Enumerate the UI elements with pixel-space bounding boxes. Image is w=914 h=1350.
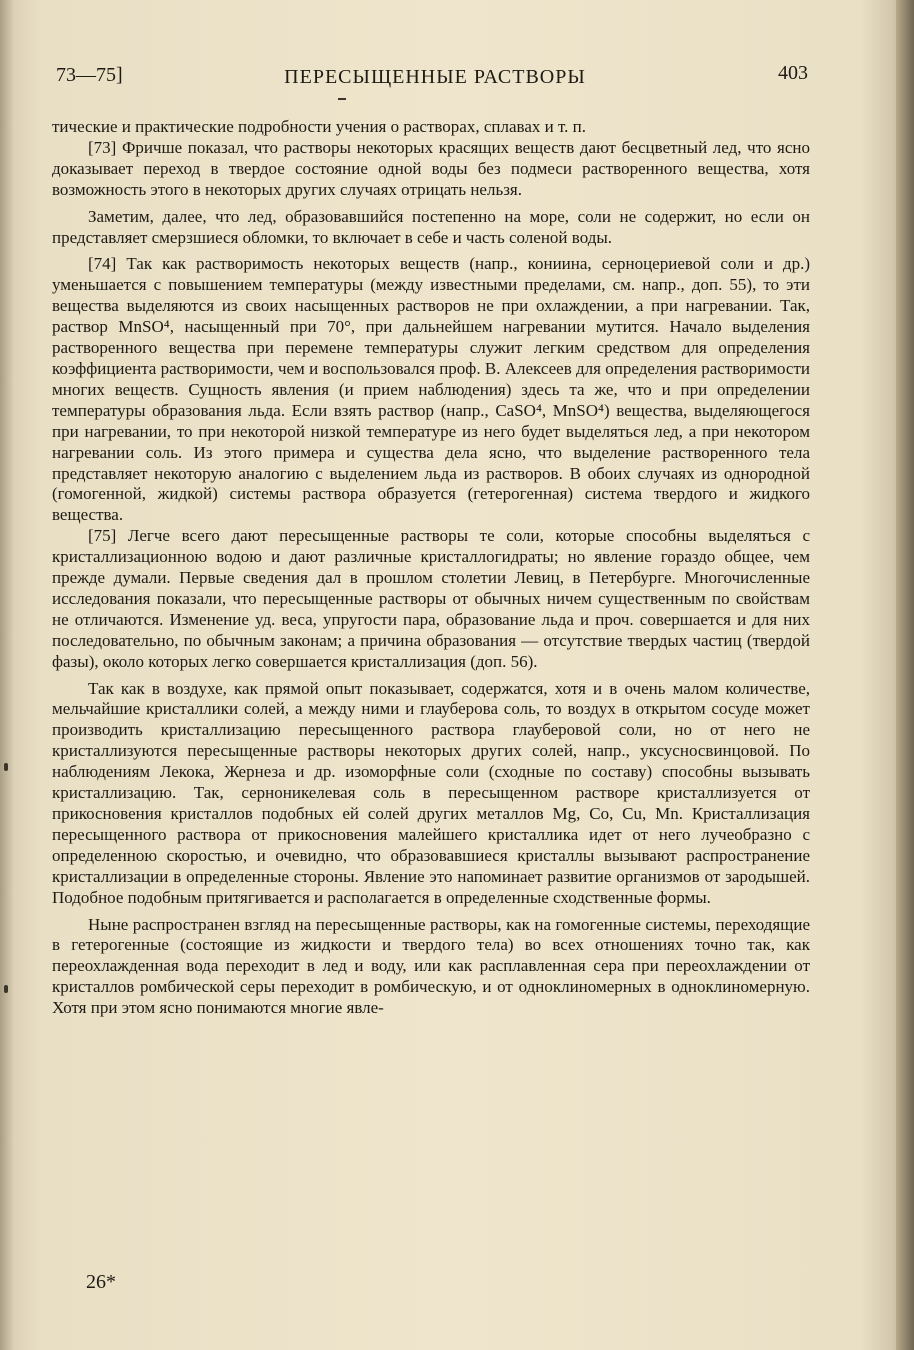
margin-mark [4, 763, 8, 771]
note-73-continued: Заметим, далее, что лед, образовавшийся постепенно на море, соли не содержит, но если он представляет смерзшиеся обломки, то включает в себе и часть соленой воды. [52, 206, 810, 247]
running-header [50, 58, 820, 98]
book-page [50, 58, 820, 1318]
note-75-air: Так как в воздухе, как прямой опыт показывает, содержатся, хотя и в очень малом количестве, мельчайшие кристаллики солей, а между ними и глауберова соль, то воздух в открытом сосуде может производить кристаллизацию пересыщенного раствора глауберовой соли, но от него не кристаллизуются пересыщенные растворы некоторых других солей, напр., уксусносвинцовой. По наблюдениям Лекока, Жернеза и др. изоморфные соли (сходные по составу) способны вызывать кристаллизацию. Так, серноникелевая соль в пересыщенном растворе кристаллизуется от прикосновения кристаллов подобных ей солей других металлов Mg, Co, Cu, Mn. Кристаллизация пересыщенного раствора от прикосновения малейшего кристаллика идет от него лучеобразно с определенною скоростью, и очевидно, что образовавшиеся кристаллы вызывают распространение кристаллизации в определенные стороны. Явление это напоминает развитие организмов от зародышей. Подобное подобным притягивается и располагается в определенные сходственные формы. [52, 678, 810, 907]
paragraph-continuation: тические и практические подробности учения о растворах, сплавах и т. п. [52, 117, 586, 136]
note-73: [73] Фричше показал, что растворы некоторых красящих веществ дают бесцветный лед, что ясно доказывает переход в твердое состояние одной воды без подмеси растворенного вещества, хотя возможность этого в некоторых других случаях отрицать нельзя. [52, 137, 810, 199]
margin-mark [4, 985, 8, 993]
signature-mark: 26* [86, 1271, 116, 1293]
page-number: 403 [778, 62, 808, 84]
header-tick [338, 98, 346, 100]
running-title: ПЕРЕСЫЩЕННЫЕ РАСТВОРЫ [284, 66, 586, 88]
note-75: [75] Легче всего дают пересыщенные растворы те соли, которые способны выделяться с кристаллизационною водою и дают различные кристаллогидраты; но явление гораздо общее, чем прежде думали. Первые сведения дал в прошлом столетии Левиц, в Петербурге. Многочисленные исследования показали, что пересыщенные растворы от обычных ничем существенным по свойствам не отличаются. Изменение уд. веса, упругости пара, образование льда и проч. совершается и для них последовательно, по обычным законам; а причина образования — отсутствие твердых частиц (твердой фазы), около которых легко совершается кристаллизация (доп. 56). [52, 526, 810, 671]
section-range: 73—75] [56, 64, 123, 86]
page-body [52, 117, 810, 1019]
book-spine [896, 0, 914, 1350]
note-75-modern-view: Ныне распространен взгляд на пересыщенные растворы, как на гомогенные системы, переходящие в гетерогенные (состоящие из жидкости и твердого тела) во всех отношениях точно так, как переохлажденная вода переходит в лед и воду, или как расплавленная сера при переохлаждении от кристаллов ромбической серы переходит в ромбическую, и от одноклиномерных в одноклиномерную. Хотя при этом ясно понимаются многие явле- [52, 914, 810, 1018]
note-74: [74] Так как растворимость некоторых веществ (напр., кониина, серноцериевой соли и др.) уменьшается с повышением температуры (между известными пределами, см. напр., доп. 55), то эти вещества выделяются из своих насыщенных растворов не при охлаждении, а при нагревании. Так, раствор MnSO⁴, насыщенный при 70°, при дальнейшем нагревании мутится. Начало выделения растворенного вещества при перемене температуры служит легким средством для определения коэффициента растворимости, чем и воспользовался проф. В. Алексеев для определения растворимости многих веществ. Сущность явления (и прием наблюдения) здесь та же, что и при определении температуры образования льда. Если взять раствор (напр., CaSO⁴, MnSO⁴) вещества, выделяющегося при нагревании, то при некоторой низкой температуре из него будет выделяться лед, а при некотором нагревании соль. Из этого примера и существа дела ясно, что выделение растворенного тела представляет некоторую аналогию с выделением льда из растворов. В обоих случаях из однородной (гомогенной, жидкой) системы раствора образуется (гетерогенная) система твердого и жидкого вещества. [52, 254, 810, 525]
